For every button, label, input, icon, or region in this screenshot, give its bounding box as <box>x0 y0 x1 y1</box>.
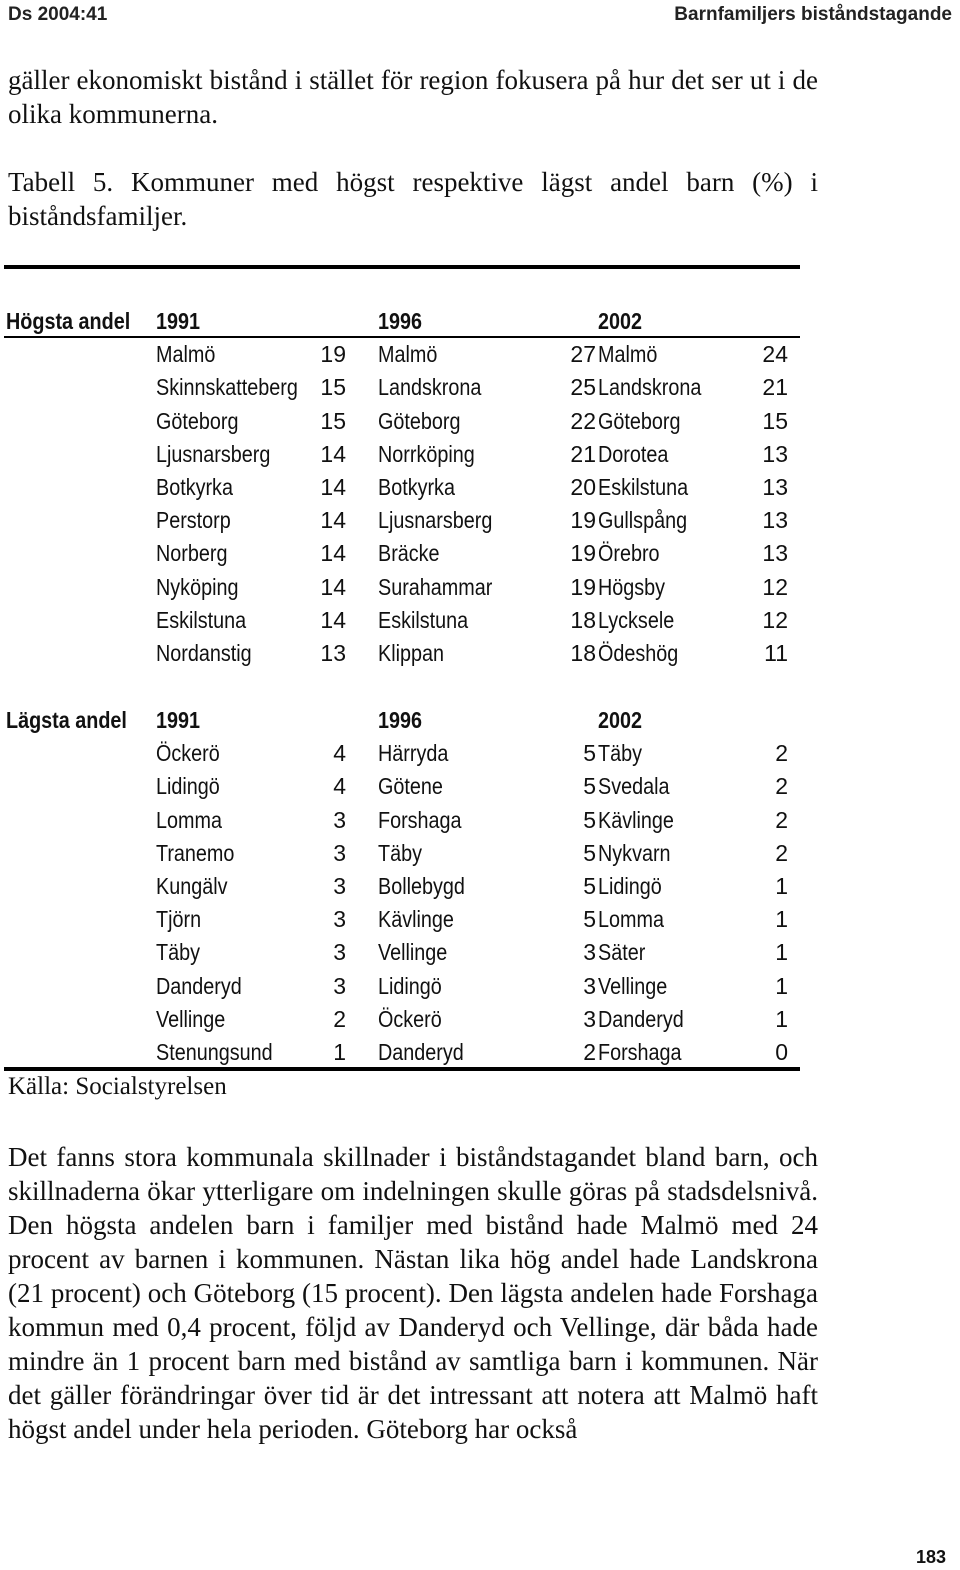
running-header-right: Barnfamiljers biståndstagande <box>674 4 952 25</box>
cell-2002-value: 11 <box>764 640 788 666</box>
table-row <box>0 637 800 670</box>
table-row <box>0 970 800 1003</box>
cell-2002-municipality: Kävlinge <box>598 806 674 833</box>
cell-1996-municipality: Botkyrka <box>378 474 455 500</box>
cell-2002-municipality: Landskrona <box>598 374 702 401</box>
cell-2002-value: 12 <box>762 573 788 600</box>
year-header: 1996 <box>378 707 423 733</box>
cell-2002-value: 12 <box>762 606 788 633</box>
year-header: 2002 <box>598 308 643 334</box>
cell-1991-value: 3 <box>333 906 346 933</box>
cell-2002-value: 13 <box>762 540 788 567</box>
table-caption: Tabell 5. Kommuner med högst respektive lägst andel barn (%) i biståndsfamiljer. <box>8 167 818 231</box>
cell-1996-value: 27 <box>570 341 596 368</box>
cell-2002-value: 13 <box>762 474 788 500</box>
cell-1991-municipality: Nyköping <box>156 573 239 600</box>
cell-1996-value: 20 <box>570 474 596 500</box>
cell-1996-value: 18 <box>570 640 596 666</box>
cell-1991-municipality: Täby <box>156 939 200 966</box>
cell-1996-municipality: Vellinge <box>378 939 448 966</box>
cell-2002-value: 24 <box>762 341 788 368</box>
cell-1996-value: 5 <box>583 839 596 866</box>
cell-2002-value: 21 <box>762 374 788 401</box>
cell-1996-value: 5 <box>583 873 596 899</box>
cell-1996-municipality: Bräcke <box>378 540 440 567</box>
cell-2002-municipality: Täby <box>598 740 642 767</box>
cell-1991-municipality: Lidingö <box>156 773 220 800</box>
cell-1991-value: 14 <box>320 507 346 534</box>
cell-1996-municipality: Bollebygd <box>378 873 465 899</box>
page-number: 183 <box>915 1547 946 1567</box>
cell-1991-value: 14 <box>320 474 346 500</box>
cell-1996-municipality: Ljusnarsberg <box>378 507 493 534</box>
cell-2002-municipality: Eskilstuna <box>598 474 689 500</box>
cell-1996-municipality: Lidingö <box>378 972 442 999</box>
header-rule <box>4 336 800 338</box>
table-row <box>0 837 800 870</box>
cell-1991-municipality: Botkyrka <box>156 474 233 500</box>
cell-2002-municipality: Svedala <box>598 773 670 800</box>
cell-1991-value: 14 <box>320 573 346 600</box>
cell-2002-municipality: Dorotea <box>598 440 669 467</box>
cell-2002-value: 2 <box>775 839 788 866</box>
body-paragraph: Det fanns stora kommunala skillnader i biståndstagandet bland barn, och skillnaderna ökar ytterligare om indelningen skulle göras på stadsdelsnivå. Den högsta andelen barn i familjer med bistånd hade Malmö med 24 procent av barnen i kommunen. Nästan lika hög andel hade Landskrona (21 procent) och Göteborg (15 procent). Den lägsta andelen hade Forshaga kommun med 0,4 procent, följd av Danderyd och Vellinge, där båda hade mindre än 1 procent barn med bistånd av samtliga barn i kommunen. När det gäller förändringar över tid är det intressant att notera att Malmö haft högst andel under hela perioden. Göteborg har också <box>8 1142 818 1444</box>
cell-2002-value: 0 <box>775 1039 788 1065</box>
cell-1996-municipality: Öckerö <box>378 1005 442 1032</box>
cell-2002-value: 2 <box>775 773 788 800</box>
cell-1996-value: 3 <box>583 1005 596 1032</box>
table-row <box>0 371 800 404</box>
cell-2002-value: 15 <box>762 407 788 434</box>
cell-2002-value: 1 <box>775 906 788 933</box>
cell-1996-value: 5 <box>583 906 596 933</box>
cell-1996-value: 3 <box>583 972 596 999</box>
cell-2002-municipality: Örebro <box>598 540 660 567</box>
cell-1996-municipality: Götene <box>378 773 443 800</box>
table-row <box>0 1003 800 1036</box>
cell-2002-municipality: Gullspång <box>598 507 688 534</box>
cell-2002-value: 1 <box>775 972 788 999</box>
cell-1996-municipality: Surahammar <box>378 573 493 600</box>
cell-1991-municipality: Skinnskatteberg <box>156 374 298 401</box>
table-source: Källa: Socialstyrelsen <box>8 1073 227 1100</box>
cell-1996-value: 2 <box>583 1039 596 1065</box>
cell-1991-value: 4 <box>333 773 346 800</box>
cell-1996-municipality: Landskrona <box>378 374 482 401</box>
cell-1996-value: 19 <box>570 573 596 600</box>
cell-1991-municipality: Öckerö <box>156 740 220 767</box>
cell-2002-municipality: Lidingö <box>598 873 662 899</box>
cell-1996-municipality: Forshaga <box>378 806 462 833</box>
cell-1991-value: 3 <box>333 839 346 866</box>
year-header: 2002 <box>598 707 643 733</box>
section-label: Lägsta andel <box>6 707 127 733</box>
cell-1991-municipality: Tjörn <box>156 906 202 933</box>
cell-1991-municipality: Ljusnarsberg <box>156 440 271 467</box>
table-row <box>0 438 800 471</box>
cell-2002-municipality: Göteborg <box>598 407 681 434</box>
table-row <box>0 936 800 969</box>
cell-1991-value: 15 <box>320 407 346 434</box>
cell-1991-value: 15 <box>320 374 346 401</box>
cell-2002-value: 13 <box>762 507 788 534</box>
cell-1991-municipality: Norberg <box>156 540 228 567</box>
cell-2002-municipality: Lycksele <box>598 606 675 633</box>
cell-2002-municipality: Högsby <box>598 573 666 600</box>
cell-2002-municipality: Vellinge <box>598 972 668 999</box>
table-section-header <box>0 704 800 737</box>
cell-2002-municipality: Ödeshög <box>598 640 679 666</box>
cell-1996-value: 5 <box>583 740 596 767</box>
cell-1991-value: 3 <box>333 873 346 899</box>
cell-1996-value: 19 <box>570 507 596 534</box>
cell-1991-value: 13 <box>320 640 346 666</box>
cell-1991-value: 3 <box>333 972 346 999</box>
section-label: Högsta andel <box>6 308 131 334</box>
cell-1996-municipality: Malmö <box>378 341 438 368</box>
running-header-left: Ds 2004:41 <box>8 4 108 25</box>
cell-1991-value: 3 <box>333 939 346 966</box>
cell-1996-value: 21 <box>570 440 596 467</box>
cell-1991-municipality: Göteborg <box>156 407 239 434</box>
cell-2002-municipality: Danderyd <box>598 1005 684 1032</box>
cell-1991-municipality: Perstorp <box>156 507 231 534</box>
cell-2002-municipality: Forshaga <box>598 1039 682 1065</box>
cell-1991-municipality: Danderyd <box>156 972 242 999</box>
cell-1991-municipality: Vellinge <box>156 1005 226 1032</box>
cell-1996-municipality: Kävlinge <box>378 906 454 933</box>
cell-1991-municipality: Kungälv <box>156 873 228 899</box>
table-row <box>0 571 800 604</box>
cell-1996-municipality: Härryda <box>378 740 449 767</box>
cell-2002-municipality: Malmö <box>598 341 658 368</box>
table-row <box>0 338 800 371</box>
cell-1996-value: 19 <box>570 540 596 567</box>
table-row <box>0 804 800 837</box>
table-row <box>0 770 800 803</box>
cell-2002-value: 1 <box>775 939 788 966</box>
table-row <box>0 903 800 936</box>
cell-1991-value: 2 <box>333 1005 346 1032</box>
cell-1996-value: 18 <box>570 606 596 633</box>
cell-1996-value: 5 <box>583 806 596 833</box>
cell-1996-value: 3 <box>583 939 596 966</box>
table-row <box>0 737 800 770</box>
cell-1996-value: 25 <box>570 374 596 401</box>
cell-1991-value: 1 <box>333 1039 346 1065</box>
table-row <box>0 604 800 637</box>
table-section-header <box>0 305 800 338</box>
cell-1996-municipality: Täby <box>378 839 422 866</box>
cell-2002-value: 1 <box>775 1005 788 1032</box>
cell-1991-municipality: Tranemo <box>156 839 235 866</box>
table-row <box>0 1036 800 1069</box>
cell-1991-value: 14 <box>320 540 346 567</box>
cell-1991-value: 14 <box>320 606 346 633</box>
cell-2002-municipality: Säter <box>598 939 646 966</box>
cell-2002-municipality: Nykvarn <box>598 839 671 866</box>
cell-1996-municipality: Eskilstuna <box>378 606 469 633</box>
year-header: 1996 <box>378 308 423 334</box>
cell-1991-municipality: Malmö <box>156 341 216 368</box>
cell-1996-municipality: Norrköping <box>378 440 475 467</box>
cell-1991-municipality: Lomma <box>156 806 222 833</box>
cell-1996-municipality: Göteborg <box>378 407 461 434</box>
cell-1996-value: 5 <box>583 773 596 800</box>
cell-1991-value: 14 <box>320 440 346 467</box>
cell-1991-municipality: Eskilstuna <box>156 606 247 633</box>
cell-1991-municipality: Stenungsund <box>156 1039 273 1065</box>
cell-1991-municipality: Nordanstig <box>156 640 252 666</box>
cell-1996-municipality: Danderyd <box>378 1039 464 1065</box>
table-bottom-rule <box>4 1067 800 1071</box>
cell-2002-value: 1 <box>775 873 788 899</box>
intro-paragraph: gäller ekonomiskt bistånd i stället för region fokusera på hur det ser ut i de olika kommunerna. <box>8 65 818 129</box>
cell-2002-value: 2 <box>775 740 788 767</box>
year-header: 1991 <box>156 308 201 334</box>
cell-1991-value: 19 <box>320 341 346 368</box>
table-row <box>0 870 800 903</box>
cell-1991-value: 4 <box>333 740 346 767</box>
cell-1996-municipality: Klippan <box>378 640 444 666</box>
table-row <box>0 504 800 537</box>
cell-2002-value: 2 <box>775 806 788 833</box>
table-row <box>0 405 800 438</box>
cell-1996-value: 22 <box>570 407 596 434</box>
table-row <box>0 537 800 570</box>
cell-2002-value: 13 <box>762 440 788 467</box>
table-row <box>0 471 800 504</box>
cell-1991-value: 3 <box>333 806 346 833</box>
cell-2002-municipality: Lomma <box>598 906 664 933</box>
year-header: 1991 <box>156 707 201 733</box>
